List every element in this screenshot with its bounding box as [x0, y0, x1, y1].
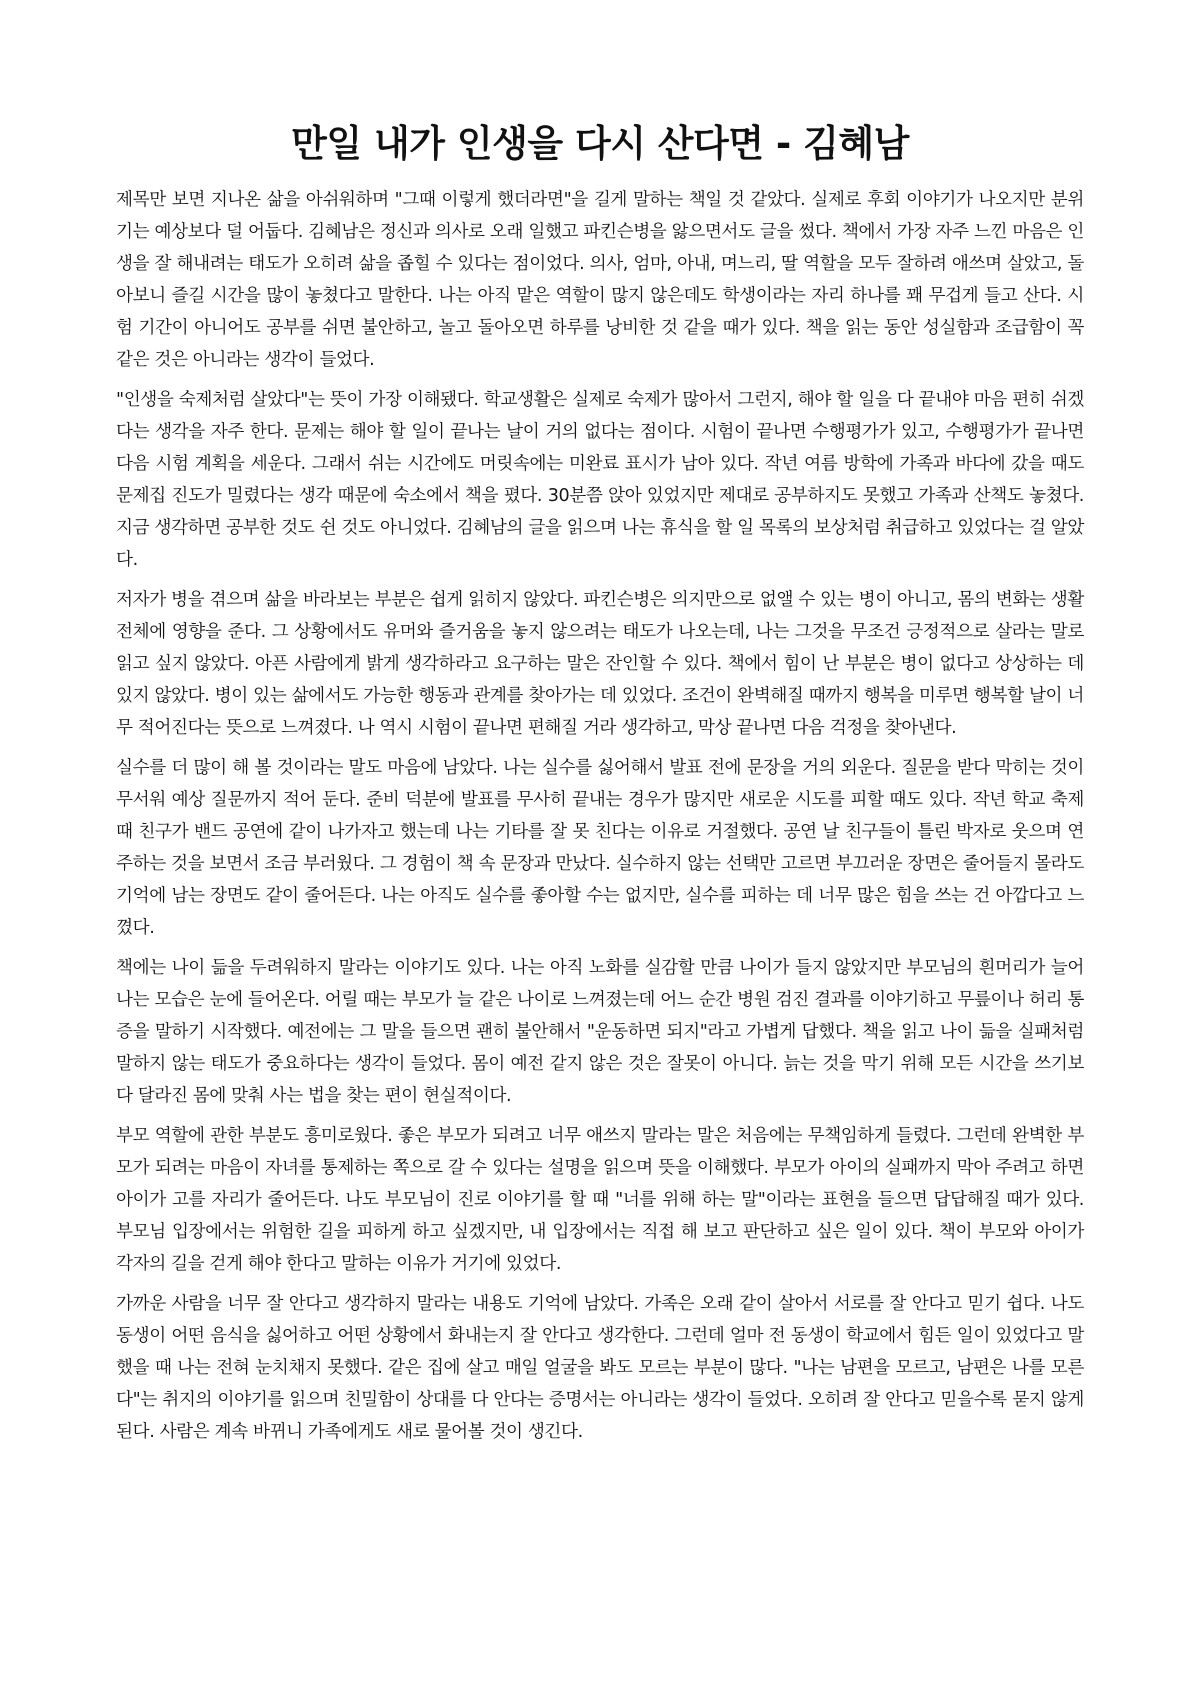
paragraph-7: 가까운 사람을 너무 잘 안다고 생각하지 말라는 내용도 기억에 남았다. 가족은 오래 같이 살아서 서로를 잘 안다고 믿기 쉽다. 나도 동생이 어떤 음식을 싫어하고 어떤 상황에서 화내는지 잘 안다고 생각한다. 그런데 얼마 전 동생이 학교에서 힘든 일이 있었다고 말했을 때 나는 전혀 눈치채지 못했다. 같은 집에 살고 매일 얼굴을 봐도 모르는 부분이 많다. "나는 남편을 모르고, 남편은 나를 모른다"는 취지의 이야기를 읽으며 친밀함이 상대를 다 안다는 증명서는 아니라는 생각이 들었다. 오히려 잘 안다고 믿을수록 묻지 않게 된다. 사람은 계속 바뀌니 가족에게도 새로 물어볼 것이 생긴다. — [116, 1294, 1084, 1442]
document-body — [116, 184, 1084, 1448]
document-title: 만일 내가 인생을 다시 산다면 - 김혜남 — [291, 122, 909, 165]
paragraph-4: 실수를 더 많이 해 볼 것이라는 말도 마음에 남았다. 나는 실수를 싫어해서 발표 전에 문장을 거의 외운다. 질문을 받다 막히는 것이 무서워 예상 질문까지 적어 둔다. 준비 덕분에 발표를 무사히 끝내는 경우가 많지만 새로운 시도를 피할 때도 있다. 작년 학교 축제 때 친구가 밴드 공연에 같이 나가자고 했는데 나는 기타를 잘 못 친다는 이유로 거절했다. 공연 날 친구들이 틀린 박자로 웃으며 연주하는 것을 보면서 조금 부러웠다. 그 경험이 책 속 문장과 만났다. 실수하지 않는 선택만 고르면 부끄러운 장면은 줄어들지 몰라도 기억에 남는 장면도 같이 줄어든다. 나는 아직도 실수를 좋아할 수는 없지만, 실수를 피하는 데 너무 많은 힘을 쓰는 건 아깝다고 느꼈다. — [116, 758, 1084, 938]
paragraph-3: 저자가 병을 겪으며 삶을 바라보는 부분은 쉽게 읽히지 않았다. 파킨슨병은 의지만으로 없앨 수 있는 병이 아니고, 몸의 변화는 생활 전체에 영향을 준다. 그 상황에서도 유머와 즐거움을 놓지 않으려는 태도가 나오는데, 나는 그것을 무조건 긍정적으로 살라는 말로 읽고 싶지 않았다. 아픈 사람에게 밝게 생각하라고 요구하는 말은 잔인할 수 있다. 책에서 힘이 난 부분은 병이 없다고 상상하는 데 있지 않았다. 병이 있는 삶에서도 가능한 행동과 관계를 찾아가는 데 있었다. 조건이 완벽해질 때까지 행복을 미루면 행복할 날이 너무 적어진다는 뜻으로 느껴졌다. 나 역시 시험이 끝나면 편해질 거라 생각하고, 막상 끝나면 다음 걱정을 찾아낸다. — [116, 590, 1084, 738]
paragraph-1: 제목만 보면 지나온 삶을 아쉬워하며 "그때 이렇게 했더라면"을 길게 말하는 책일 것 같았다. 실제로 후회 이야기가 나오지만 분위기는 예상보다 덜 어둡다. 김혜남은 정신과 의사로 오래 일했고 파킨슨병을 앓으면서도 글을 썼다. 책에서 가장 자주 느낀 마음은 인생을 잘 해내려는 태도가 오히려 삶을 좁힐 수 있다는 점이었다. 의사, 엄마, 아내, 며느리, 딸 역할을 모두 잘하려 애쓰며 살았고, 돌아보니 즐길 시간을 많이 놓쳤다고 말한다. 나는 아직 맡은 역할이 많지 않은데도 학생이라는 자리 하나를 꽤 무겁게 들고 산다. 시험 기간이 아니어도 공부를 쉬면 불안하고, 놀고 돌아오면 하루를 낭비한 것 같을 때가 있다. 책을 읽는 동안 성실함과 조급함이 꼭 같은 것은 아니라는 생각이 들었다. — [116, 190, 1084, 370]
paragraph-2: "인생을 숙제처럼 살았다"는 뜻이 가장 이해됐다. 학교생활은 실제로 숙제가 많아서 그런지, 해야 할 일을 다 끝내야 마음 편히 쉬겠다는 생각을 자주 한다. 문제는 해야 할 일이 끝나는 날이 거의 없다는 점이다. 시험이 끝나면 수행평가가 있고, 수행평가가 끝나면 다음 시험 계획을 세운다. 그래서 쉬는 시간에도 머릿속에는 미완료 표시가 남아 있다. 작년 여름 방학에 가족과 바다에 갔을 때도 문제집 진도가 밀렸다는 생각 때문에 숙소에서 책을 폈다. 30분쯤 앉아 있었지만 제대로 공부하지도 못했고 가족과 산책도 놓쳤다. 지금 생각하면 공부한 것도 쉰 것도 아니었다. 김혜남의 글을 읽으며 나는 휴식을 할 일 목록의 보상처럼 취급하고 있었다는 걸 알았다. — [116, 390, 1084, 570]
paragraph-5: 책에는 나이 듦을 두려워하지 말라는 이야기도 있다. 나는 아직 노화를 실감할 만큼 나이가 들지 않았지만 부모님의 흰머리가 늘어나는 모습은 눈에 들어온다. 어릴 때는 부모가 늘 같은 나이로 느껴졌는데 어느 순간 병원 검진 결과를 이야기하고 무릎이나 허리 통증을 말하기 시작했다. 예전에는 그 말을 들으면 괜히 불안해서 "운동하면 되지"라고 가볍게 답했다. 책을 읽고 나이 듦을 실패처럼 말하지 않는 태도가 중요하다는 생각이 들었다. 몸이 예전 같지 않은 것은 잘못이 아니다. 늙는 것을 막기 위해 모든 시간을 쓰기보다 달라진 몸에 맞춰 사는 법을 찾는 편이 현실적이다. — [116, 958, 1084, 1106]
paragraph-6: 부모 역할에 관한 부분도 흥미로웠다. 좋은 부모가 되려고 너무 애쓰지 말라는 말은 처음에는 무책임하게 들렸다. 그런데 완벽한 부모가 되려는 마음이 자녀를 통제하는 쪽으로 갈 수 있다는 설명을 읽으며 뜻을 이해했다. 부모가 아이의 실패까지 막아 주려고 하면 아이가 고를 자리가 줄어든다. 나도 부모님이 진로 이야기를 할 때 "너를 위해 하는 말"이라는 표현을 들으면 답답해질 때가 있다. 부모님 입장에서는 위험한 길을 피하게 하고 싶겠지만, 내 입장에서는 직접 해 보고 판단하고 싶은 일이 있다. 책이 부모와 아이가 각자의 길을 걷게 해야 한다고 말하는 이유가 거기에 있었다. — [116, 1126, 1084, 1274]
